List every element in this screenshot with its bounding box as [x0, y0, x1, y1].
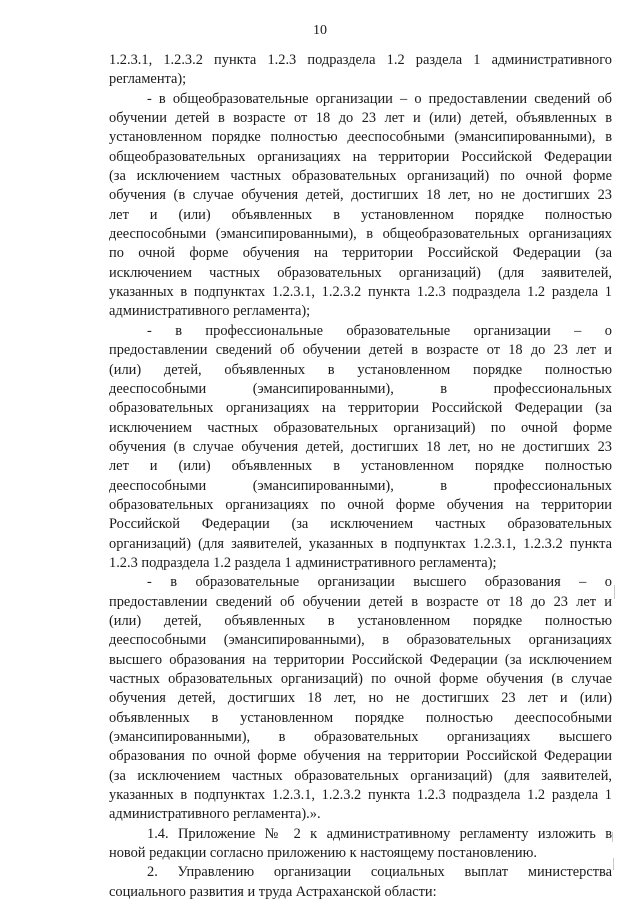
text-line: (за исключением частных образовательных организаций) по очной форме [109, 168, 612, 185]
scan-edge-mark [613, 858, 614, 870]
text-line: дееспособными (эмансипированными), в общеобразовательных организациях [109, 226, 612, 243]
document-body [109, 51, 612, 902]
text-line: предоставлении сведений об обучении детей в возрасте от 18 до 23 лет и [109, 342, 612, 359]
text-line: административного регламента); [109, 303, 311, 320]
text-line: установленном порядке полностью дееспособными (эмансипированными), в [109, 129, 612, 146]
text-line: обучения (в случае обучения детей, достигших 18 лет, но не достигших 23 [109, 438, 612, 455]
text-line: лет и (или) объявленных в установленном порядке полностью [109, 458, 612, 475]
text-line: дееспособными (эмансипированными), в профессиональных [109, 477, 612, 494]
text-line: Российской Федерации (за исключением частных образовательных [109, 516, 612, 533]
text-line: образовательных организациях по очной форме обучения на территории [109, 496, 612, 513]
text-line: объявленных в установленном порядке полностью дееспособными [109, 709, 612, 726]
text-line: - в общеобразовательные организации – о предоставлении сведений об [147, 90, 612, 107]
text-line: 2. Управлению организации социальных выплат министерства [147, 864, 612, 881]
text-line: исключением частных образовательных организаций) по очной форме [109, 419, 612, 436]
text-line: обучении детей в возрасте от 18 до 23 лет и (или) детей, объявленных в [109, 110, 612, 127]
text-line: высшего образования на территории Российской Федерации (за исключением [109, 651, 612, 668]
text-line: дееспособными (эмансипированными), в профессиональных [109, 380, 612, 397]
text-line: лет и (или) объявленных в установленном порядке полностью [109, 206, 612, 223]
text-line: (эмансипированными), в образовательных организациях высшего [109, 729, 612, 746]
text-line: - в профессиональные образовательные организации – о [147, 322, 612, 339]
text-line: регламента); [109, 71, 187, 88]
text-line: образовательных организациях на территории Российской Федерации (за [109, 400, 612, 417]
text-line: предоставлении сведений об обучении детей в возрасте от 18 до 23 лет и [109, 593, 612, 610]
text-line: 1.2.3 подраздела 1.2 раздела 1 административного регламента); [109, 554, 497, 571]
text-line: дееспособными (эмансипированными), в образовательных организациях [109, 632, 612, 649]
text-line: (или) детей, объявленных в установленном порядке полностью [109, 612, 612, 629]
text-line: частных образовательных организаций) по очной форме обучения (в случае [109, 671, 612, 687]
text-line: организаций) (для заявителей, указанных в подпунктах 1.2.3.1, 1.2.3.2 пункта [109, 535, 612, 552]
text-line: административного регламента).». [109, 806, 321, 823]
page-number: 10 [313, 23, 327, 38]
text-line: 1.4. Приложение № 2 к административному регламенту изложить в [147, 825, 612, 842]
text-line: 1.2.3.1, 1.2.3.2 пункта 1.2.3 подраздела 1.2 раздела 1 административного [109, 52, 612, 68]
text-line: обучения (в случае обучения детей, достигших 18 лет, но не достигших 23 [109, 187, 612, 204]
text-line: исключением частных образовательных организаций) (для заявителей, [109, 264, 612, 281]
text-line: указанных в подпунктах 1.2.3.1, 1.2.3.2 пункта 1.2.3 подраздела 1.2 раздела 1 [109, 787, 612, 804]
text-line: обучения детей, достигших 18 лет, но не достигших 23 лет и (или) [109, 690, 612, 707]
scan-edge-mark [614, 585, 615, 599]
text-line: социального развития и труда Астраханской области: [109, 883, 437, 900]
text-line: общеобразовательных организациях на территории Российской Федерации [109, 148, 612, 165]
text-line: образования по очной форме обучения на территории Российской Федерации [109, 748, 612, 765]
scan-edge-mark [612, 832, 613, 842]
text-line: (или) детей, объявленных в установленном порядке полностью [109, 361, 612, 378]
text-line: - в образовательные организации высшего образования – о [147, 574, 612, 591]
text-line: (за исключением частных образовательных организаций) (для заявителей, [109, 767, 612, 784]
text-line: указанных в подпунктах 1.2.3.1, 1.2.3.2 пункта 1.2.3 подраздела 1.2 раздела 1 [109, 284, 612, 301]
text-line: по очной форме обучения на территории Российской Федерации (за [109, 245, 612, 262]
text-line: новой редакции согласно приложению к настоящему постановлению. [109, 845, 537, 862]
